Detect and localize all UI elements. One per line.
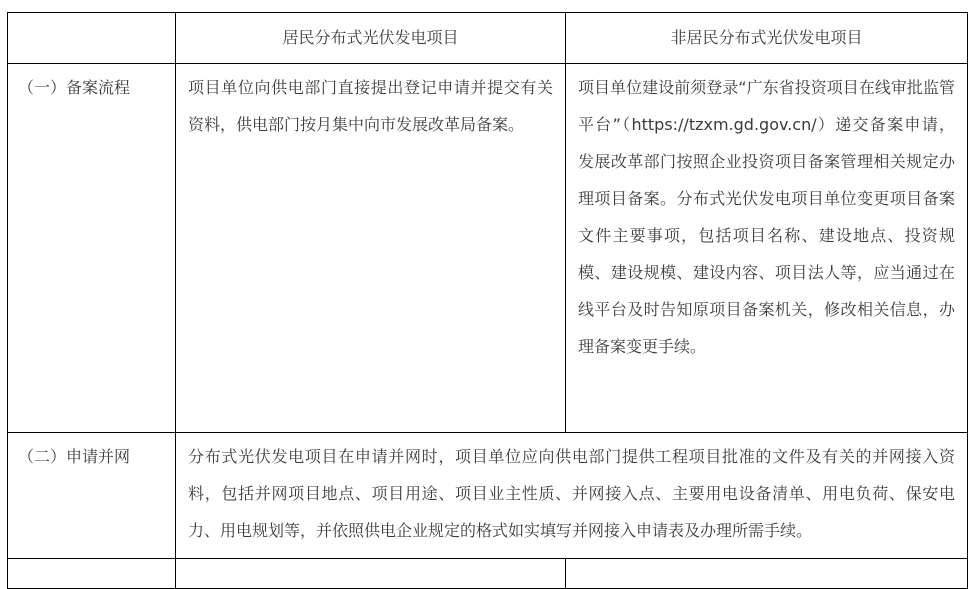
header-cell-resident-projects: 居民分布式光伏发电项目 [176, 13, 566, 64]
header-cell-nonresident-projects: 非居民分布式光伏发电项目 [566, 13, 968, 64]
partial-cell-resident [176, 559, 566, 589]
table-row-partial-cutoff [8, 559, 968, 589]
table-header-row [8, 13, 968, 64]
pv-project-policy-table [7, 12, 968, 589]
table-row-grid-connection [8, 433, 968, 559]
filing-nonresident-cell: 项目单位建设前须登录“广东省投资项目在线审批监管平台”（https://tzxm.gd.gov.cn/）递交备案申请，发展改革部门按照企业投资项目备案管理相关规定办理项目备案。分布式光伏发电项目单位变更项目备案文件主要事项，包括项目名称、建设地点、投资规模、建设规模、建设内容、项目法人等，应当通过在线平台及时告知原项目备案机关，修改相关信息，办理备案变更手续。 [566, 64, 968, 433]
header-cell-empty [8, 13, 176, 64]
partial-cell-label [8, 559, 176, 589]
table-row-filing-process [8, 64, 968, 433]
row-label-grid-connection: （二）申请并网 [8, 433, 176, 559]
grid-connection-merged-cell: 分布式光伏发电项目在申请并网时，项目单位应向供电部门提供工程项目批准的文件及有关的并网接入资料，包括并网项目地点、项目用途、项目业主性质、并网接入点、主要用电设备清单、用电负荷、保安电力、用电规划等，并依照供电企业规定的格式如实填写并网接入申请表及办理所需手续。 [176, 433, 968, 559]
filing-resident-cell: 项目单位向供电部门直接提出登记申请并提交有关资料，供电部门按月集中向市发展改革局备案。 [176, 64, 566, 433]
row-label-filing-process: （一）备案流程 [8, 64, 176, 433]
partial-cell-nonresident [566, 559, 968, 589]
